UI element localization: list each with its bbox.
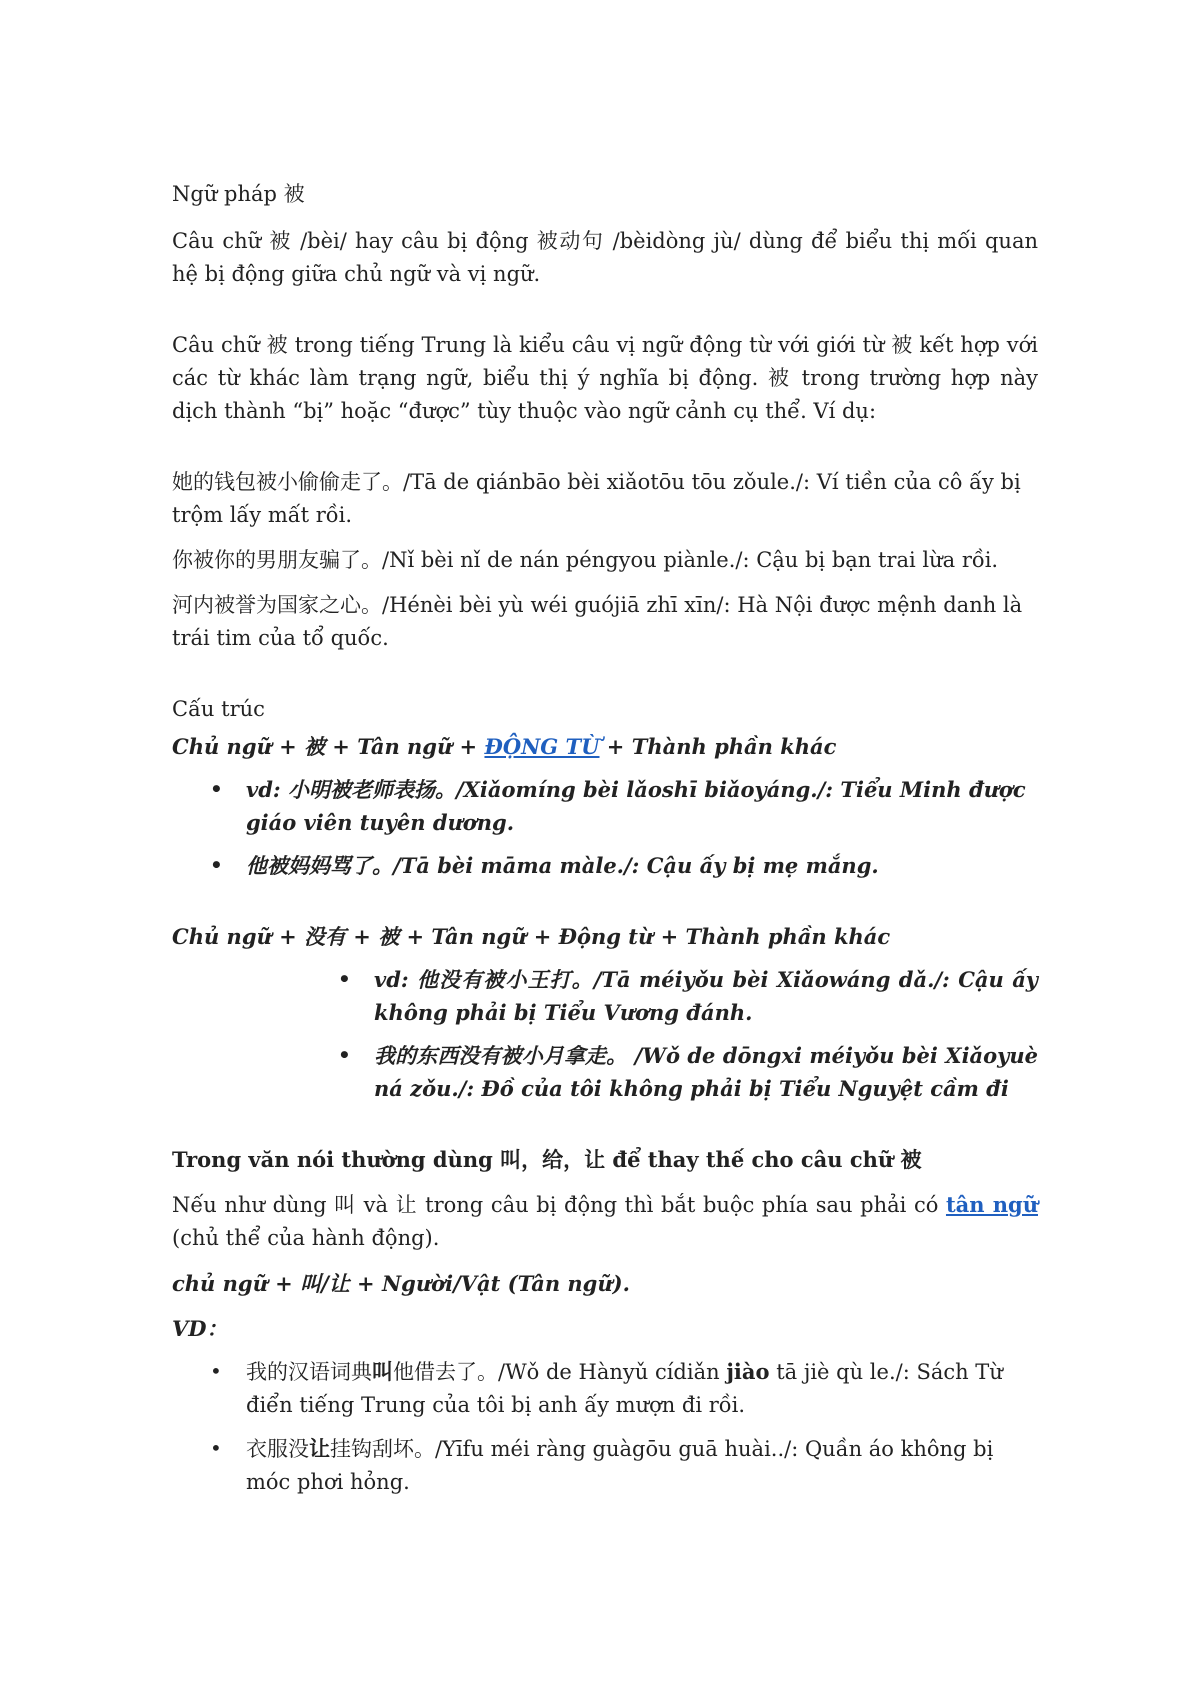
- item-text: tā jiè qù le./: Sách Từ điển tiếng Trung của tôi bị anh ấy mượn đi rồi.: [246, 1360, 1003, 1417]
- document-page: [172, 178, 1038, 1499]
- list-item: [172, 849, 1038, 882]
- vd-label: VD：: [172, 1316, 228, 1341]
- item-text: 衣服没: [246, 1437, 309, 1461]
- spoken-paragraph: [172, 1188, 1038, 1255]
- bullet-icon: •: [210, 1359, 222, 1383]
- list-item: [172, 963, 1038, 1029]
- item-text: 他借去了。/Wǒ de Hànyǔ cídiǎn: [393, 1360, 727, 1384]
- section-heading-structure: Cấu trúc: [172, 697, 265, 721]
- spoken-text-suffix: (chủ thể của hành động).: [172, 1226, 440, 1250]
- object-link[interactable]: tân ngữ: [945, 1192, 1038, 1217]
- example-sentence: 你被你的男朋友骗了。/Nǐ bèi nǐ de nán péngyou piànle./: Cậu bị bạn trai lừa rồi.: [172, 548, 999, 572]
- bullet-icon: •: [210, 853, 223, 877]
- list-item: [172, 773, 1038, 839]
- structure1-list: [172, 773, 1038, 882]
- spoken-heading: Trong văn nói thường dùng 叫，给，让 để thay thế cho câu chữ 被: [172, 1147, 922, 1172]
- spoken-text-prefix: Nếu như dùng 叫 và 让 trong câu bị động thì bắt buộc phía sau phải có: [172, 1193, 946, 1217]
- structure2-list: [172, 963, 1038, 1105]
- spoken-list: [172, 1355, 1038, 1499]
- formula-suffix: + Thành phần khác: [599, 734, 837, 759]
- intro-paragraph: Câu chữ 被 /bèi/ hay câu bị động 被动句 /bèidòng jù/ dùng để biểu thị mối quan hệ bị động giữa chủ ngữ và vị ngữ.: [172, 229, 1038, 286]
- item-keyword: 叫: [372, 1359, 393, 1384]
- example-sentence: 河内被誉为国家之心。/Hénèi bèi yù wéi guójiā zhī xīn/: Hà Nội được mệnh danh là trái tim của tổ quốc.: [172, 593, 1023, 650]
- list-item: [172, 1355, 1038, 1422]
- structure-formula: [172, 730, 1038, 763]
- item-text: 挂钩刮坏。/Yīfu méi ràng guàgōu guā huài../: Quần áo không bị móc phơi hỏng.: [246, 1437, 994, 1494]
- spoken-formula: chủ ngữ + 叫/让 + Người/Vật (Tân ngữ).: [172, 1271, 630, 1296]
- item-keyword: 让: [309, 1436, 330, 1461]
- bullet-icon: •: [210, 777, 223, 801]
- verb-link[interactable]: ĐỘNG TỪ: [484, 734, 600, 759]
- list-item-text: 他被妈妈骂了。/Tā bèi māma màle./: Cậu ấy bị mẹ mắng.: [246, 853, 879, 878]
- bullet-icon: •: [338, 967, 351, 991]
- list-item-text: vd: 他没有被小王打。/Tā méiyǒu bèi Xiǎowáng dǎ./: Cậu ấy không phải bị Tiểu Vương đánh.: [374, 967, 1038, 1025]
- list-item-text: vd: 小明被老师表扬。/Xiǎomíng bèi lǎoshī biǎoyáng./: Tiểu Minh được giáo viên tuyên dương.: [246, 777, 1026, 835]
- formula-prefix: Chủ ngữ + 被 + Tân ngữ +: [172, 734, 485, 759]
- bullet-icon: •: [338, 1043, 351, 1067]
- list-item: [172, 1432, 1038, 1499]
- list-item-text: 我的东西没有被小月拿走。 /Wǒ de dōngxi méiyǒu bèi Xiǎoyuè ná zǒu./: Đồ của tôi không phải bị Tiểu Nguyệt cầm đi: [374, 1043, 1038, 1101]
- item-text: 我的汉语词典: [246, 1360, 372, 1384]
- bullet-icon: •: [210, 1436, 222, 1460]
- example-sentence: 她的钱包被小偷偷走了。/Tā de qiánbāo bèi xiǎotōu tōu zǒule./: Ví tiền của cô ấy bị trộm lấy mất rồi.: [172, 470, 1021, 527]
- item-keyword: jiào: [726, 1359, 770, 1384]
- list-item: [172, 1039, 1038, 1105]
- page-title: Ngữ pháp 被: [172, 182, 305, 206]
- structure-formula-negative: Chủ ngữ + 没有 + 被 + Tân ngữ + Động từ + Thành phần khác: [172, 924, 891, 949]
- explanation-paragraph: Câu chữ 被 trong tiếng Trung là kiểu câu vị ngữ động từ với giới từ 被 kết hợp với các từ khác làm trạng ngữ, biểu thị ý nghĩa bị động. 被 trong trường hợp này dịch thành “bị” hoặc “được” tùy thuộc vào ngữ cảnh cụ thể. Ví dụ:: [172, 333, 1038, 423]
